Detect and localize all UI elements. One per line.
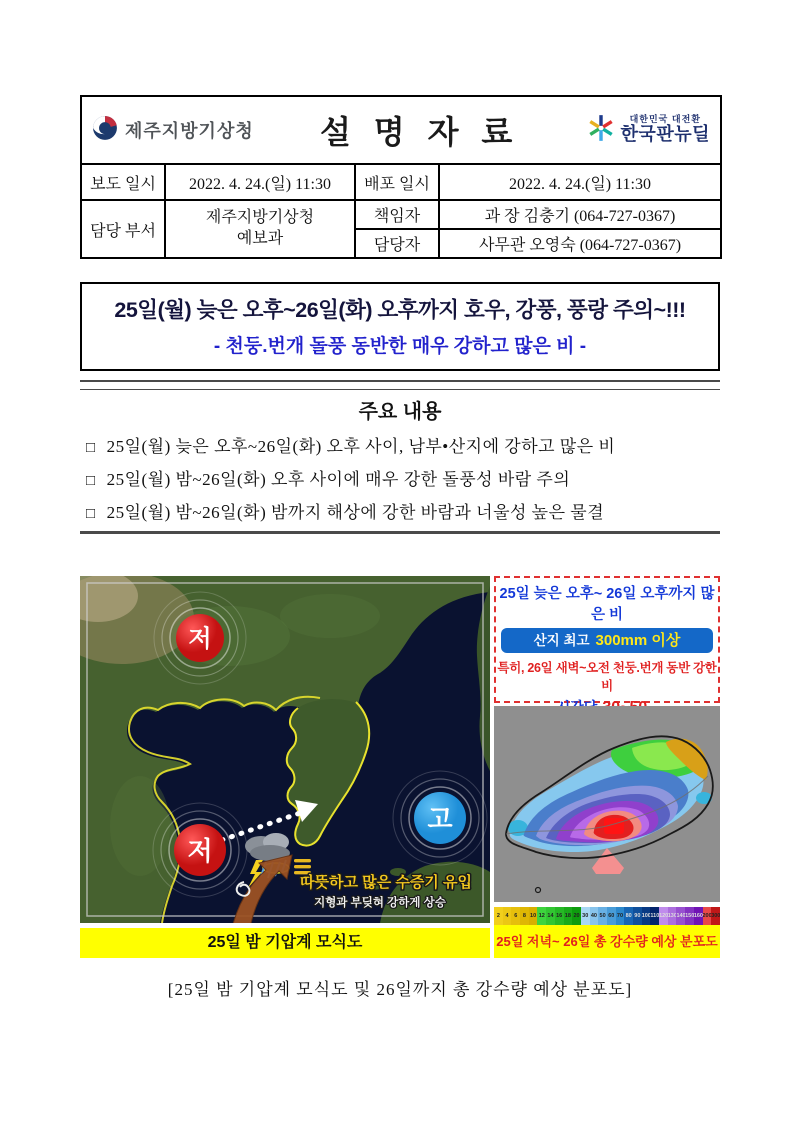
scale-segment: 150 — [685, 907, 694, 925]
moisture-annotation: 따뜻하고 많은 수증기 유입 — [300, 874, 472, 891]
scale-segment: 110 — [650, 907, 659, 925]
scale-segment: 100 — [642, 907, 651, 925]
checkbox-glyph: □ — [86, 440, 96, 456]
summary-section — [80, 380, 720, 534]
report-time-value: 2022. 4. 24.(일) 11:30 — [165, 164, 355, 200]
thunder-warning-text: 특히, 26일 새벽~오전 천둥.번개 동반 강한 비 — [497, 661, 717, 693]
scale-segment: 50 — [598, 907, 607, 925]
scale-segment: 200 — [703, 907, 712, 925]
scale-segment: 10 — [529, 907, 538, 925]
release-time-label: 배포 일시 — [355, 164, 439, 200]
rain-period-text: 25일 늦은 오후~ 26일 오후까지 많은 비 — [499, 586, 715, 623]
rain-info-box — [494, 576, 720, 703]
pressure-map-figure — [80, 576, 490, 953]
summary-item: □ 25일(월) 밤~26일(화) 오후 사이에 매우 강한 돌풍성 바람 주의 — [86, 470, 571, 489]
mountain-max-bar — [501, 628, 713, 653]
scale-segment: 140 — [676, 907, 685, 925]
headline-title: 25일(월) 늦은 오후~26일(화) 오후까지 호우, 강풍, 풍랑 주의~!!! — [114, 298, 686, 322]
scale-segment: 60 — [607, 907, 616, 925]
svg-text:고: 고 — [427, 804, 453, 834]
government-emblem-icon — [92, 115, 118, 146]
header-info-table — [80, 95, 722, 259]
precip-color-scale — [494, 907, 720, 925]
scale-segment: 70 — [616, 907, 625, 925]
manager-value: 과 장 김충기 (064-727-0367) — [439, 200, 721, 229]
newdeal-star-icon — [586, 113, 616, 148]
manager-label: 책임자 — [355, 200, 439, 229]
scale-segment: 80 — [624, 907, 633, 925]
scale-segment: 2 — [494, 907, 503, 925]
summary-title: 주요 내용 — [358, 401, 442, 423]
scale-segment: 30 — [581, 907, 590, 925]
figures-row — [80, 576, 720, 953]
pressure-map-caption: 25일 밤 기압계 모식도 — [80, 928, 490, 958]
scale-segment: 14 — [546, 907, 555, 925]
checkbox-glyph: □ — [86, 506, 96, 522]
document-title: 설 명 자 료 — [319, 114, 520, 150]
scale-segment: 18 — [564, 907, 573, 925]
department-label: 담당 부서 — [81, 200, 165, 258]
mountain-max-value: 300mm 이상 — [595, 632, 681, 649]
scale-segment: 40 — [590, 907, 599, 925]
summary-divider — [80, 389, 720, 390]
release-time-value: 2022. 4. 24.(일) 11:30 — [439, 164, 721, 200]
scale-segment: 160 — [694, 907, 703, 925]
summary-item: □ 25일(월) 늦은 오후~26일(화) 오후 사이, 남부•산지에 강하고 많은 비 — [86, 437, 616, 456]
mountain-max-label: 산지 최고 — [533, 633, 590, 648]
scale-segment: 16 — [555, 907, 564, 925]
summary-item: □ 25일(월) 밤~26일(화) 밤까지 해상에 강한 바람과 너울성 높은 물결 — [86, 503, 605, 522]
headline-banner — [80, 282, 720, 371]
scale-segment: 120 — [659, 907, 668, 925]
newdeal-slogan: 대한민국 대전환 — [629, 114, 701, 125]
scale-segment: 20 — [572, 907, 581, 925]
contact-label: 담당자 — [355, 229, 439, 258]
precipitation-map-image — [494, 706, 720, 902]
scale-segment: 6 — [511, 907, 520, 925]
scale-segment: 130 — [668, 907, 677, 925]
scale-segment: 300 — [711, 907, 720, 925]
uplift-annotation: 지형과 부딪혀 강하게 상승 — [314, 897, 446, 909]
newdeal-name: 한국판뉴딜 — [620, 124, 710, 145]
agency-brand — [92, 115, 254, 146]
rain-forecast-figure — [494, 576, 720, 953]
contact-value: 사무관 오영숙 (064-727-0367) — [439, 229, 721, 258]
pressure-map-image — [80, 576, 490, 923]
svg-text:저: 저 — [188, 625, 212, 653]
svg-text:저: 저 — [187, 836, 213, 866]
scale-segment: 90 — [633, 907, 642, 925]
department-value: 제주지방기상청 예보과 — [165, 200, 355, 258]
scale-segment: 8 — [520, 907, 529, 925]
agency-name: 제주지방기상청 — [125, 121, 254, 141]
precip-map-caption: 25일 저녁~ 26일 총 강수량 예상 분포도 — [494, 925, 720, 958]
scale-segment: 4 — [503, 907, 512, 925]
report-time-label: 보도 일시 — [81, 164, 165, 200]
headline-subtitle: - 천둥.번개 돌풍 동반한 매우 강하고 많은 비 - — [213, 336, 587, 357]
figure-caption: [25일 밤 기압계 모식도 및 26일까지 총 강수량 예상 분포도] — [167, 980, 633, 999]
scale-segment: 12 — [537, 907, 546, 925]
checkbox-glyph: □ — [86, 473, 96, 489]
press-release-page — [80, 95, 720, 1000]
newdeal-brand — [586, 113, 710, 148]
